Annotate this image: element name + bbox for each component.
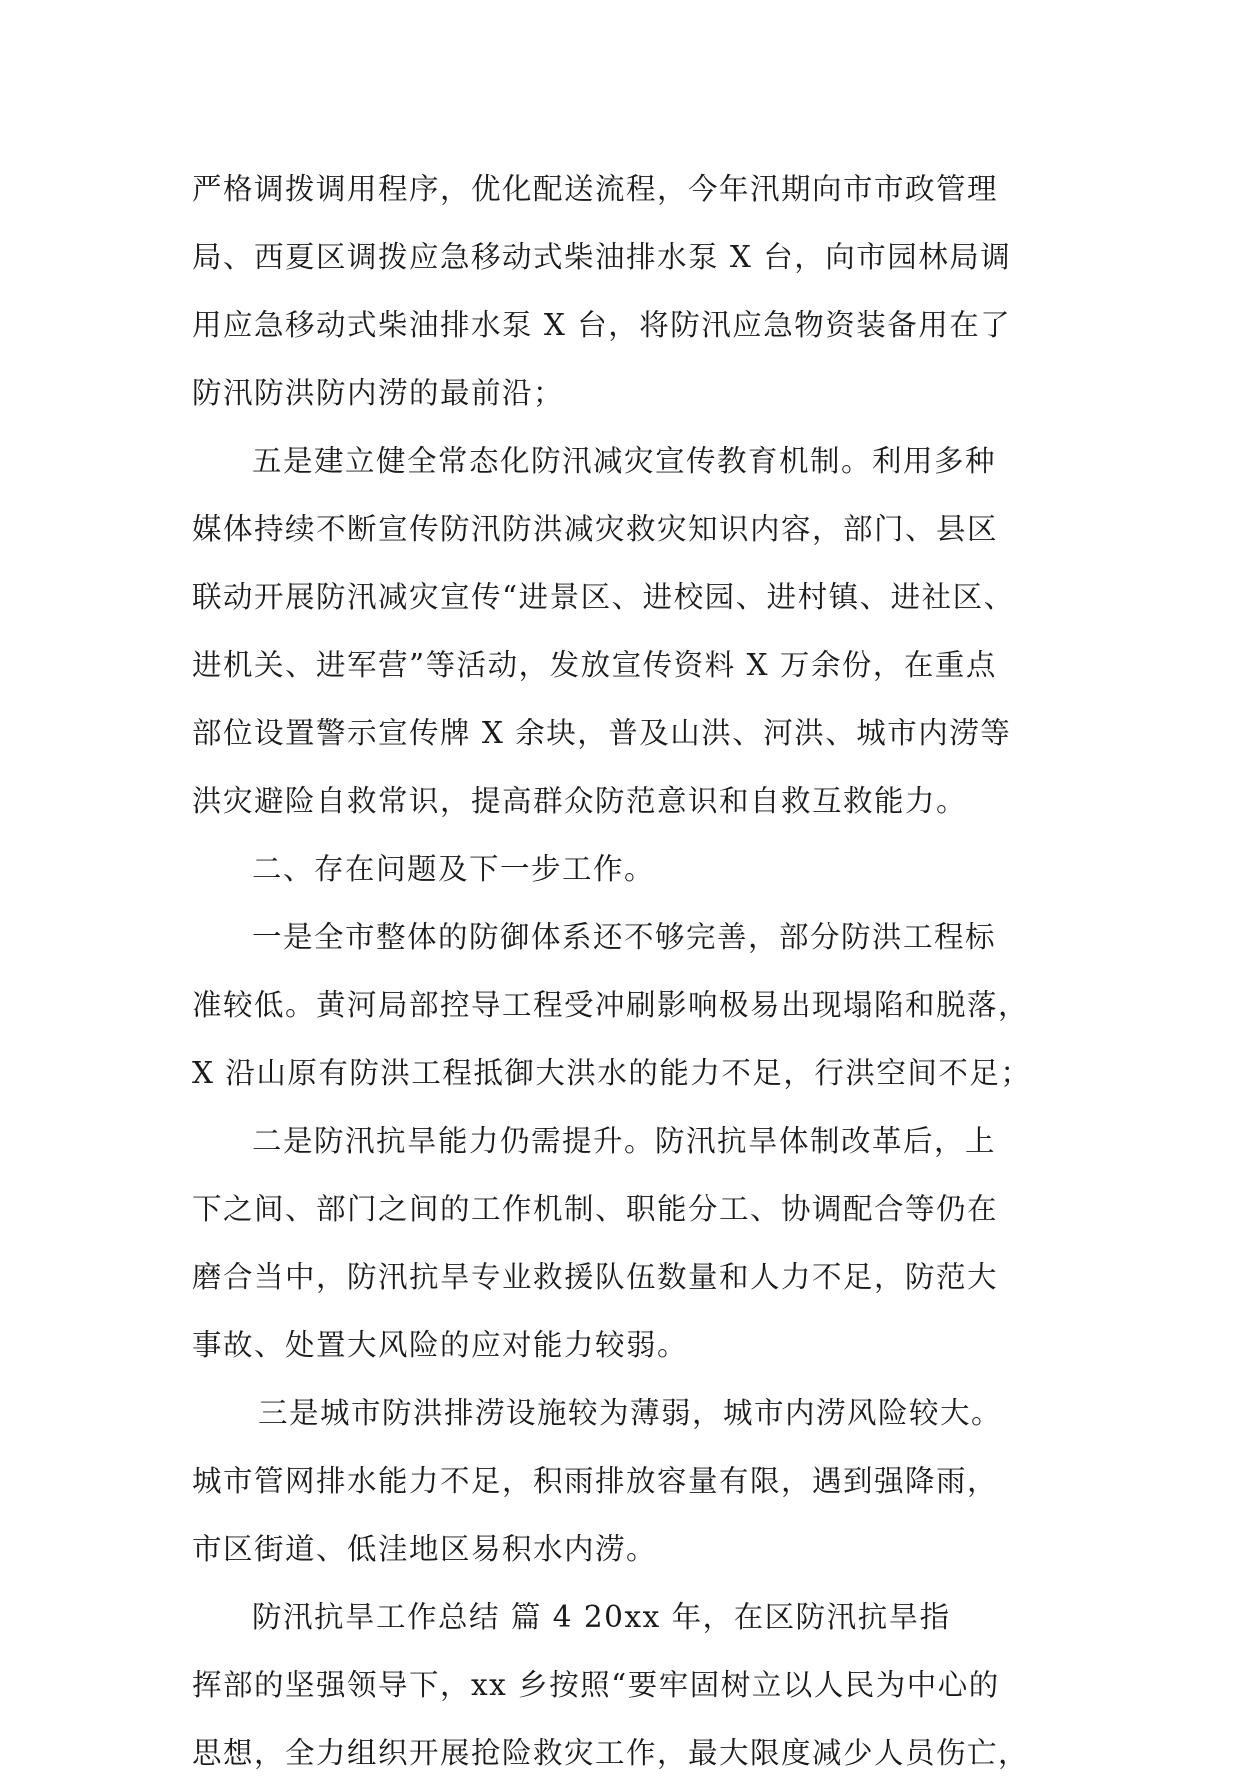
paragraph-start-line: 二是防汛抗旱能力仍需提升。防汛抗旱体制改革后，上 (252, 1124, 997, 1158)
paragraph-start-line: 三是城市防洪排涝设施较为薄弱，城市内涝风险较大。 (258, 1396, 1003, 1430)
text-line: 下之间、部门之间的工作机制、职能分工、协调配合等仍在 (192, 1192, 999, 1226)
text-line: 挥部的坚强领导下，xx 乡按照“要牢固树立以人民为中心的 (192, 1668, 1000, 1702)
text-line: 部位设置警示宣传牌 X 余块，普及山洪、河洪、城市内涝等 (192, 716, 1012, 750)
text-line: 城市管网排水能力不足，积雨排放容量有限，遇到强降雨， (192, 1464, 999, 1498)
text-line: 准较低。黄河局部控导工程受冲刷影响极易出现塌陷和脱落， (192, 988, 1030, 1022)
text-line: 联动开展防汛减灾宣传“进景区、进校园、进村镇、进社区、 (192, 580, 1015, 614)
text-line: 防汛防洪防内涝的最前沿； (192, 376, 565, 410)
text-line: 洪灾避险自救常识，提高群众防范意识和自救互救能力。 (192, 784, 968, 818)
text-line: X 沿山原有防洪工程抵御大洪水的能力不足，行洪空间不足； (192, 1056, 1032, 1090)
paragraph-start-line: 一是全市整体的防御体系还不够完善，部分防洪工程标 (252, 920, 997, 954)
text-line: 用应急移动式柴油排水泵 X 台，将防汛应急物资装备用在了 (192, 308, 1012, 342)
text-line: 媒体持续不断宣传防汛防洪减灾救灾知识内容，部门、县区 (192, 512, 999, 546)
text-line: 思想，全力组织开展抢险救灾工作，最大限度减少人员伤亡， (192, 1736, 1030, 1770)
section-heading: 二、存在问题及下一步工作。 (252, 852, 656, 886)
text-line: 事故、处置大风险的应对能力较弱。 (192, 1328, 689, 1362)
text-line: 局、西夏区调拨应急移动式柴油排水泵 X 台，向市园林局调 (192, 240, 1012, 274)
paragraph-start-line: 防汛抗旱工作总结 篇 4 20xx 年，在区防汛抗旱指 (252, 1600, 951, 1634)
text-line: 市区街道、低洼地区易积水内涝。 (192, 1532, 658, 1566)
body-text (192, 155, 1052, 1787)
text-line: 严格调拨调用程序，优化配送流程，今年汛期向市市政管理 (192, 172, 999, 206)
text-line: 磨合当中，防汛抗旱专业救援队伍数量和人力不足，防范大 (192, 1260, 999, 1294)
paragraph-start-line: 五是建立健全常态化防汛减灾宣传教育机制。利用多种 (252, 444, 997, 478)
text-line: 进机关、进军营”等活动，发放宣传资料 X 万余份，在重点 (192, 648, 997, 682)
